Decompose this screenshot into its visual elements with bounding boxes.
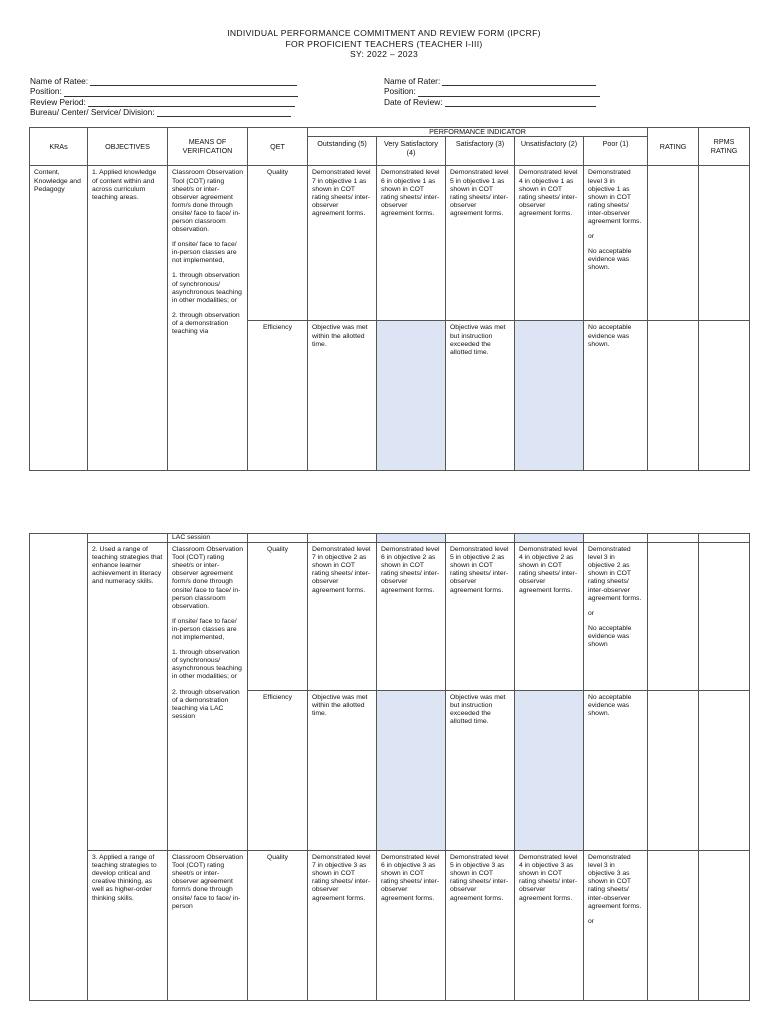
cont-cell-shaded [377,534,446,543]
or-text: or [588,609,595,617]
obj2-eff-unsatisfactory [515,691,584,851]
review-date-field[interactable] [445,98,596,107]
rpms-rating-cell[interactable] [699,691,750,851]
obj1-outstanding: Demonstrated level 7 in objective 1 as shown in COT rating sheets/ inter-observer agreement forms. [308,166,377,321]
rater-name-field[interactable] [442,77,596,86]
qet-efficiency: Efficiency [248,321,308,471]
rater-info [384,76,600,107]
rpms-rating-header: RPMS RATING [699,128,750,166]
objective-1-continued [88,534,168,543]
obj1-eff-very-satisfactory [377,321,446,471]
review-date-label: Date of Review: [384,96,443,107]
mov-if-not: If onsite/ face to face/ in-person classes are not implemented, [172,617,237,642]
obj2-outstanding: Demonstrated level 7 in objective 2 as shown in COT rating sheets/ inter-observer agreement forms. [308,543,377,691]
mov-objective-2 [168,543,248,851]
objective-1: 1. Applied knowledge of content within and across curriculum teaching areas. [88,166,168,471]
objective-2: 2. Used a range of teaching strategies that enhance learner achievement in literacy and numeracy skills. [88,543,168,851]
mov-option-2: 2. through observation of a demonstration teaching via LAC session [172,688,240,720]
ratee-name-field[interactable] [90,77,297,86]
qet-quality: Quality [248,543,308,691]
mov-option-2: 2. through observation of a demonstration teaching via [172,311,240,335]
qet-quality: Quality [248,166,308,321]
qet-quality: Quality [248,851,308,1001]
obj1-satisfactory: Demonstrated level 5 in objective 1 as shown in COT rating sheets/ inter-observer agreement forms. [446,166,515,321]
mov-cot: Classroom Observation Tool (COT) rating sheet/s or inter-observer agreement form/s done through onsite/ face to face/ in-person classroom observation. [172,169,244,234]
or-text: or [588,233,595,241]
no-evidence-text: No acceptable evidence was shown [588,624,632,649]
obj1-unsatisfactory: Demonstrated level 4 in objective 1 as shown in COT rating sheets/ inter-observer agreement forms. [515,166,584,321]
form-header [0,28,768,60]
obj3-outstanding: Demonstrated level 7 in objective 3 as shown in COT rating sheets/ inter-observer agreement forms. [308,851,377,1001]
mov-objective-1 [168,166,248,471]
obj2-eff-poor: No acceptable evidence was shown. [584,691,648,851]
rater-name-label: Name of Rater: [384,76,441,87]
obj3-very-satisfactory: Demonstrated level 6 in objective 3 as shown in COT rating sheets/ inter-observer agreement forms. [377,851,446,1001]
rating-cell[interactable] [648,543,699,691]
obj1-eff-outstanding: Objective was met within the allotted time. [308,321,377,471]
qet-efficiency: Efficiency [248,691,308,851]
obj3-poor [584,851,648,1001]
cont-cell [308,534,377,543]
obj2-poor-text: Demonstrated level 3 in objective 2 as shown in COT rating sheets/ inter-observer agreement forms. [588,546,642,602]
obj2-unsatisfactory: Demonstrated level 4 in objective 2 as shown in COT rating sheets/ inter-observer agreement forms. [515,543,584,691]
review-period-label: Review Period: [30,96,86,107]
obj1-eff-unsatisfactory [515,321,584,471]
objectives-header: OBJECTIVES [88,128,168,166]
obj2-satisfactory: Demonstrated level 5 in objective 2 as shown in COT rating sheets/ inter-observer agreement forms. [446,543,515,691]
ratee-info [30,76,298,117]
kra-cell: Content, Knowledge and Pedagogy [30,166,88,471]
rating-cell[interactable] [648,691,699,851]
obj2-very-satisfactory: Demonstrated level 6 in objective 2 as shown in COT rating sheets/ inter-observer agreement forms. [377,543,446,691]
performance-indicator-header: PERFORMANCE INDICATOR [308,128,648,137]
page-break [0,486,768,522]
obj1-poor [584,166,648,321]
mov-if-not: If onsite/ face to face/ in-person classes are not implemented, [172,241,237,265]
obj2-eff-very-satisfactory [377,691,446,851]
qet-continued [248,534,308,543]
review-period-field[interactable] [88,98,295,107]
ipcrf-table-page1 [29,127,750,471]
outstanding-header: Outstanding (5) [308,137,377,166]
form-title: INDIVIDUAL PERFORMANCE COMMITMENT AND REVIEW FORM (IPCRF) [227,28,541,38]
ratee-position-label: Position: [30,86,62,97]
or-text: or [588,917,595,925]
rpms-rating-cell[interactable] [699,543,750,691]
qet-header: QET [248,128,308,166]
poor-header: Poor (1) [584,137,648,166]
rating-header: RATING [648,128,699,166]
rpms-rating-cell[interactable] [699,851,750,1001]
obj3-satisfactory: Demonstrated level 5 in objective 3 as shown in COT rating sheets/ inter-observer agreement forms. [446,851,515,1001]
rpms-rating-cell[interactable] [699,534,750,543]
objective-3: 3. Applied a range of teaching strategies to develop critical and creative thinking, as well as higher-order thinking skills. [88,851,168,1001]
form-subtitle: FOR PROFICIENT TEACHERS (TEACHER I-III) [285,38,483,49]
rpms-rating-cell[interactable] [699,166,750,321]
school-year: SY: 2022 – 2023 [349,49,419,59]
satisfactory-header: Satisfactory (3) [446,137,515,166]
ipcrf-table-page2 [29,533,750,1001]
mov-objective-3: Classroom Observation Tool (COT) rating sheet/s or inter-observer agreement form/s done through onsite/ face to face/ in-person [168,851,248,1001]
obj1-very-satisfactory: Demonstrated level 6 in objective 1 as shown in COT rating sheets/ inter-observer agreement forms. [377,166,446,321]
obj2-eff-satisfactory: Objective was met but instruction exceeded the allotted time. [446,691,515,851]
mov-option-1: 1. through observation of synchronous/ asynchronous teaching in other modalities; or [172,649,242,681]
bureau-field[interactable] [157,108,291,117]
cont-cell [446,534,515,543]
bureau-label: Bureau/ Center/ Service/ Division: [30,106,155,117]
rater-position-label: Position: [384,86,416,97]
mov-lac-continued: LAC session [168,534,248,543]
mov-option-1: 1. through observation of synchronous/ asynchronous teaching in other modalities; or [172,272,242,304]
obj3-poor-text: Demonstrated level 3 in objective 3 as shown in COT rating sheets/ inter-observer agreement forms. [588,854,642,910]
rating-cell[interactable] [648,321,699,471]
kras-header: KRAs [30,128,88,166]
mov-cot: Classroom Observation Tool (COT) rating sheet/s or inter-observer agreement form/s done through onsite/ face to face/ in-person classroom observation. [172,546,244,610]
rater-position-field[interactable] [418,88,600,97]
obj1-eff-poor: No acceptable evidence was shown. [584,321,648,471]
mov-header: MEANS OF VERIFICATION [168,128,248,166]
ratee-name-label: Name of Ratee: [30,76,89,87]
kra-cell-continued [30,534,88,1001]
rating-cell[interactable] [648,851,699,1001]
obj3-unsatisfactory: Demonstrated level 4 in objective 3 as shown in COT rating sheets/ inter-observer agreement forms. [515,851,584,1001]
obj1-eff-satisfactory: Objective was met but instruction exceeded the allotted time. [446,321,515,471]
rating-cell[interactable] [648,166,699,321]
ratee-position-field[interactable] [64,88,298,97]
obj1-poor-text: Demonstrated level 3 in objective 1 as shown in COT rating sheets/ inter-observer agreement forms. [588,169,642,225]
unsatisfactory-header: Unsatisfactory (2) [515,137,584,166]
obj2-poor [584,543,648,691]
obj2-eff-outstanding: Objective was met within the allotted time. [308,691,377,851]
no-evidence-text: No acceptable evidence was shown. [588,248,632,272]
cont-cell-shaded [515,534,584,543]
rating-cell[interactable] [648,534,699,543]
cont-cell [584,534,648,543]
very-satisfactory-header: Very Satisfactory (4) [377,137,446,166]
rpms-rating-cell[interactable] [699,321,750,471]
